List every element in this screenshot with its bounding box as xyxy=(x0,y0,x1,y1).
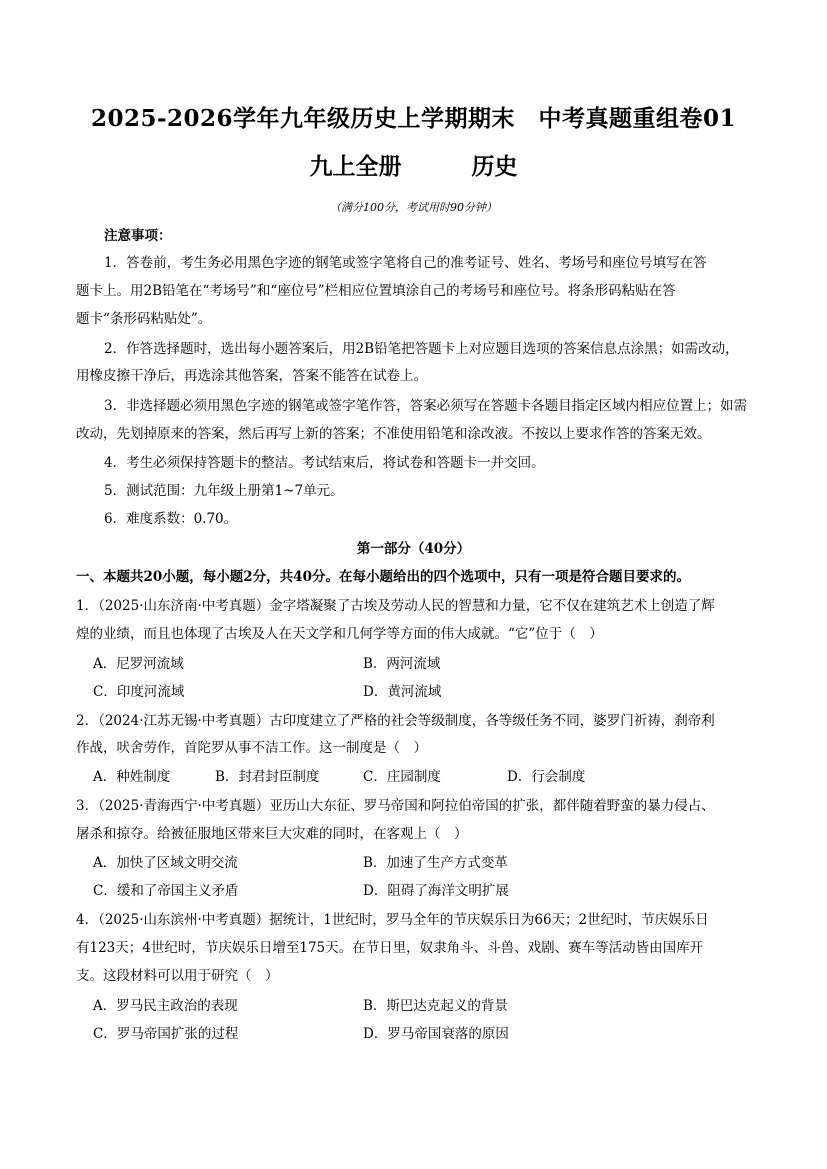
question-3-stem: 屠杀和掠夺。给被征服地区带来巨大灾难的同时，在客观上（ ） xyxy=(76,826,468,842)
question-3-stem: 3．（2025·青海西宁·中考真题）亚历山大东征、罗马帝国和阿拉伯帝国的扩张，都伴随着野蛮的暴力侵占、 xyxy=(76,798,715,814)
question-2-option-b[interactable]: B．封君封臣制度 xyxy=(215,769,320,785)
notice-line: 用橡皮擦干净后，再选涂其他答案，答案不能答在试卷上。 xyxy=(76,368,427,384)
question-3-option-c[interactable]: C．缓和了帝国主义矛盾 xyxy=(93,883,239,899)
question-4-option-b[interactable]: B．斯巴达克起义的背景 xyxy=(363,998,508,1014)
question-2-stem: 作战，吠舍劳作，首陀罗从事不洁工作。这一制度是（ ） xyxy=(76,740,427,756)
question-1-stem: 煌的业绩，而且也体现了古埃及人在天文学和几何学等方面的伟大成就。“它”位于（ ） xyxy=(76,626,603,642)
question-2-option-c[interactable]: C．庄园制度 xyxy=(363,769,441,785)
question-3-option-a[interactable]: A．加快了区域文明交流 xyxy=(93,855,238,871)
notice-line: 4．考生必须保持答题卡的整洁。考试结束后，将试卷和答题卡一并交回。 xyxy=(104,455,545,471)
notice-line: 5．测试范围：九年级上册第1~7单元。 xyxy=(104,483,344,499)
question-1-option-a[interactable]: A．尼罗河流域 xyxy=(93,656,184,672)
question-1-stem: 1．（2025·山东济南·中考真题）金字塔凝聚了古埃及劳动人民的智慧和力量，它不仅在建筑艺术上创造了辉 xyxy=(76,598,715,614)
question-4-stem: 4．（2025·山东滨州·中考真题）据统计，1世纪时，罗马全年的节庆娱乐日为66天；2世纪时，节庆娱乐日 xyxy=(76,912,709,928)
scope-label: 九上全册 xyxy=(309,153,402,180)
question-4-stem: 有123天；4世纪时，节庆娱乐日增至175天。在节日里，奴隶角斗、斗兽、戏剧、赛车等活动皆由国库开 xyxy=(76,940,704,956)
question-4-option-c[interactable]: C．罗马帝国扩张的过程 xyxy=(93,1026,239,1042)
question-1-option-b[interactable]: B．两河流域 xyxy=(363,656,441,672)
notice-line: 改动，先划掉原来的答案，然后再写上新的答案；不准使用铅笔和涂改液。不按以上要求作答的答案无效。 xyxy=(76,426,711,442)
score-time-note: （满分100分，考试用时90分钟） xyxy=(330,201,497,214)
section-title: 第一部分（40分） xyxy=(356,541,471,557)
question-4-option-d[interactable]: D．罗马帝国衰落的原因 xyxy=(363,1026,509,1042)
question-2-option-d[interactable]: D．行会制度 xyxy=(507,769,586,785)
notice-line: 题卡上。用2B铅笔在“考场号”和“座位号”栏相应位置填涂自己的考场号和座位号。将条形码粘贴在答 xyxy=(76,283,676,299)
exam-subtitle-line xyxy=(0,148,827,181)
notice-heading: 注意事项： xyxy=(104,228,172,244)
notice-line: 3．非选择题必须用黑色字迹的钢笔或签字笔作答，答案必须写在答题卡各题目指定区域内相应位置上；如需 xyxy=(104,398,748,414)
notice-line: 2．作答选择题时，选出每小题答案后，用2B铅笔把答题卡上对应题目选项的答案信息点涂黑；如需改动， xyxy=(104,341,739,357)
question-2-option-a[interactable]: A．种姓制度 xyxy=(93,769,171,785)
question-1-option-d[interactable]: D．黄河流域 xyxy=(363,684,442,700)
question-3-option-b[interactable]: B．加速了生产方式变革 xyxy=(363,855,508,871)
notice-line: 6．难度系数：0.70。 xyxy=(104,511,238,527)
question-4-stem: 支。这段材料可以用于研究（ ） xyxy=(76,968,279,984)
notice-line: 1．答卷前，考生务必用黑色字迹的钢笔或签字笔将自己的准考证号、姓名、考场号和座位号填写在答 xyxy=(104,255,707,271)
question-1-option-c[interactable]: C．印度河流域 xyxy=(93,684,185,700)
subject-label: 历史 xyxy=(471,153,518,180)
question-2-stem: 2．（2024·江苏无锡·中考真题）古印度建立了严格的社会等级制度，各等级任务不同，婆罗门祈祷，刹帝利 xyxy=(76,713,715,729)
question-3-option-d[interactable]: D．阻碍了海洋文明扩展 xyxy=(363,883,509,899)
section-instruction: 一、本题共20小题，每小题2分，共40分。在每小题给出的四个选项中，只有一项是符合题目要求的。 xyxy=(76,569,690,585)
notice-line: 题卡“条形码粘贴处”。 xyxy=(76,311,212,327)
exam-title: 2025-2026学年九年级历史上学期期末 中考真题重组卷01 xyxy=(90,105,737,132)
question-4-option-a[interactable]: A．罗马民主政治的表现 xyxy=(93,998,238,1014)
